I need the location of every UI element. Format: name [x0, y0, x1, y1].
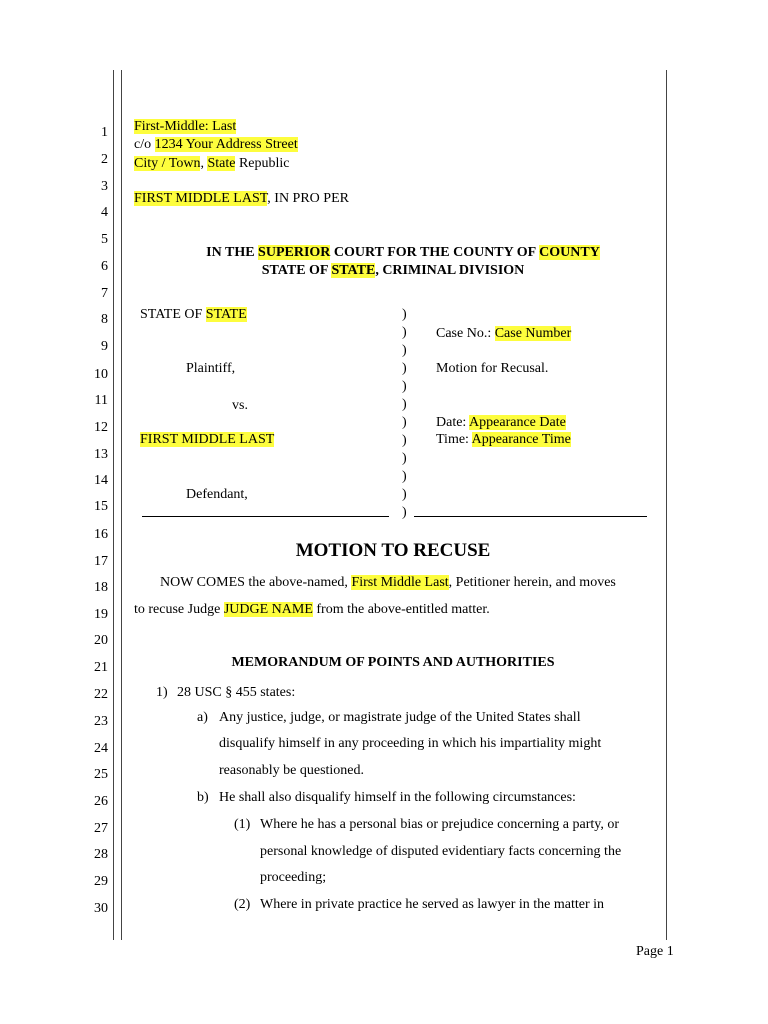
caption-plaintiff-label: Plaintiff,	[186, 361, 236, 376]
item-a-line-3: reasonably be questioned.	[219, 763, 365, 778]
caption-paren: )	[402, 343, 407, 358]
memorandum-heading: MEMORANDUM OF POINTS AND AUTHORITIES	[231, 655, 555, 670]
line-number: 1	[101, 125, 108, 140]
line-number: 6	[101, 259, 108, 274]
caption-paren: )	[402, 397, 407, 412]
line-number: 26	[94, 794, 108, 809]
line-number: 25	[94, 767, 108, 782]
caption-paren: )	[402, 451, 407, 466]
caption-right-underline	[414, 516, 647, 517]
sub-item-1-line-3: proceeding;	[260, 870, 327, 885]
line-number: 24	[94, 741, 108, 756]
appearance-date: Date: Appearance Date	[436, 415, 566, 430]
caption-left-underline	[142, 516, 389, 517]
item-b-number: b)	[197, 790, 209, 805]
line-number: 17	[94, 554, 108, 569]
caption-vs: vs.	[232, 398, 248, 413]
left-margin-rule-outer	[113, 70, 114, 940]
court-heading-line2: STATE OF STATE, CRIMINAL DIVISION	[261, 263, 525, 278]
line-number: 29	[94, 874, 108, 889]
item-1-text: 28 USC § 455 states:	[177, 685, 296, 700]
line-number: 18	[94, 580, 108, 595]
appearance-time: Time: Appearance Time	[436, 432, 571, 447]
line-number: 13	[94, 447, 108, 462]
line-number: 28	[94, 847, 108, 862]
caption-paren: )	[402, 361, 407, 376]
sub-item-1-line-1: Where he has a personal bias or prejudice concerning a party, or	[260, 817, 620, 832]
line-number: 5	[101, 232, 108, 247]
line-number: 21	[94, 660, 108, 675]
line-number: 23	[94, 714, 108, 729]
motion-title: MOTION TO RECUSE	[295, 540, 491, 561]
line-number: 30	[94, 901, 108, 916]
header-pro-per: FIRST MIDDLE LAST, IN PRO PER	[134, 191, 349, 206]
right-margin-rule	[666, 70, 667, 940]
line-number: 15	[94, 499, 108, 514]
left-margin-rule-inner	[121, 70, 122, 940]
header-name: First-Middle: Last	[134, 119, 237, 134]
caption-paren: )	[402, 379, 407, 394]
line-number: 7	[101, 286, 108, 301]
item-b-line-1: He shall also disqualify himself in the following circumstances:	[219, 790, 576, 805]
line-number: 16	[94, 527, 108, 542]
line-number: 2	[101, 152, 108, 167]
caption-paren: )	[402, 505, 407, 520]
paragraph-1-line-1: NOW COMES the above-named, First Middle Last, Petitioner herein, and moves	[160, 575, 616, 590]
header-address: c/o 1234 Your Address Street	[134, 137, 298, 152]
line-number: 20	[94, 633, 108, 648]
caption-paren: )	[402, 469, 407, 484]
line-number: 3	[101, 179, 108, 194]
case-number: Case No.: Case Number	[436, 326, 572, 341]
line-number: 11	[94, 393, 108, 408]
item-a-number: a)	[197, 710, 208, 725]
line-number: 10	[94, 367, 108, 382]
line-number: 19	[94, 607, 108, 622]
line-number: 12	[94, 420, 108, 435]
court-heading-line1: IN THE SUPERIOR COURT FOR THE COUNTY OF COUNTY	[206, 245, 600, 260]
caption-paren: )	[402, 307, 407, 322]
item-a-line-1: Any justice, judge, or magistrate judge of the United States shall	[219, 710, 581, 725]
line-number: 4	[101, 205, 108, 220]
sub-item-2-line-1: Where in private practice he served as lawyer in the matter in	[260, 897, 605, 912]
line-number: 22	[94, 687, 108, 702]
caption-paren: )	[402, 325, 407, 340]
sub-item-1-number: (1)	[234, 817, 251, 832]
header-city-state: City / Town, State Republic	[134, 156, 290, 171]
caption-paren: )	[402, 415, 407, 430]
caption-defendant-label: Defendant,	[186, 487, 248, 502]
item-a-line-2: disqualify himself in any proceeding in which his impartiality might	[219, 736, 602, 751]
caption-paren: )	[402, 487, 407, 502]
page-number: Page 1	[636, 944, 674, 959]
sub-item-1-line-2: personal knowledge of disputed evidentiary facts concerning the	[260, 844, 622, 859]
paragraph-1-line-2: to recuse Judge JUDGE NAME from the above-entitled matter.	[134, 602, 490, 617]
line-number: 8	[101, 312, 108, 327]
caption-plaintiff-name: STATE OF STATE	[140, 307, 247, 322]
motion-title-caption: Motion for Recusal.	[436, 361, 549, 376]
line-number: 27	[94, 821, 108, 836]
line-number: 14	[94, 473, 108, 488]
sub-item-2-number: (2)	[234, 897, 251, 912]
line-number: 9	[101, 339, 108, 354]
item-1-number: 1)	[156, 685, 168, 700]
caption-defendant-name: FIRST MIDDLE LAST	[140, 432, 275, 447]
caption-paren: )	[402, 433, 407, 448]
